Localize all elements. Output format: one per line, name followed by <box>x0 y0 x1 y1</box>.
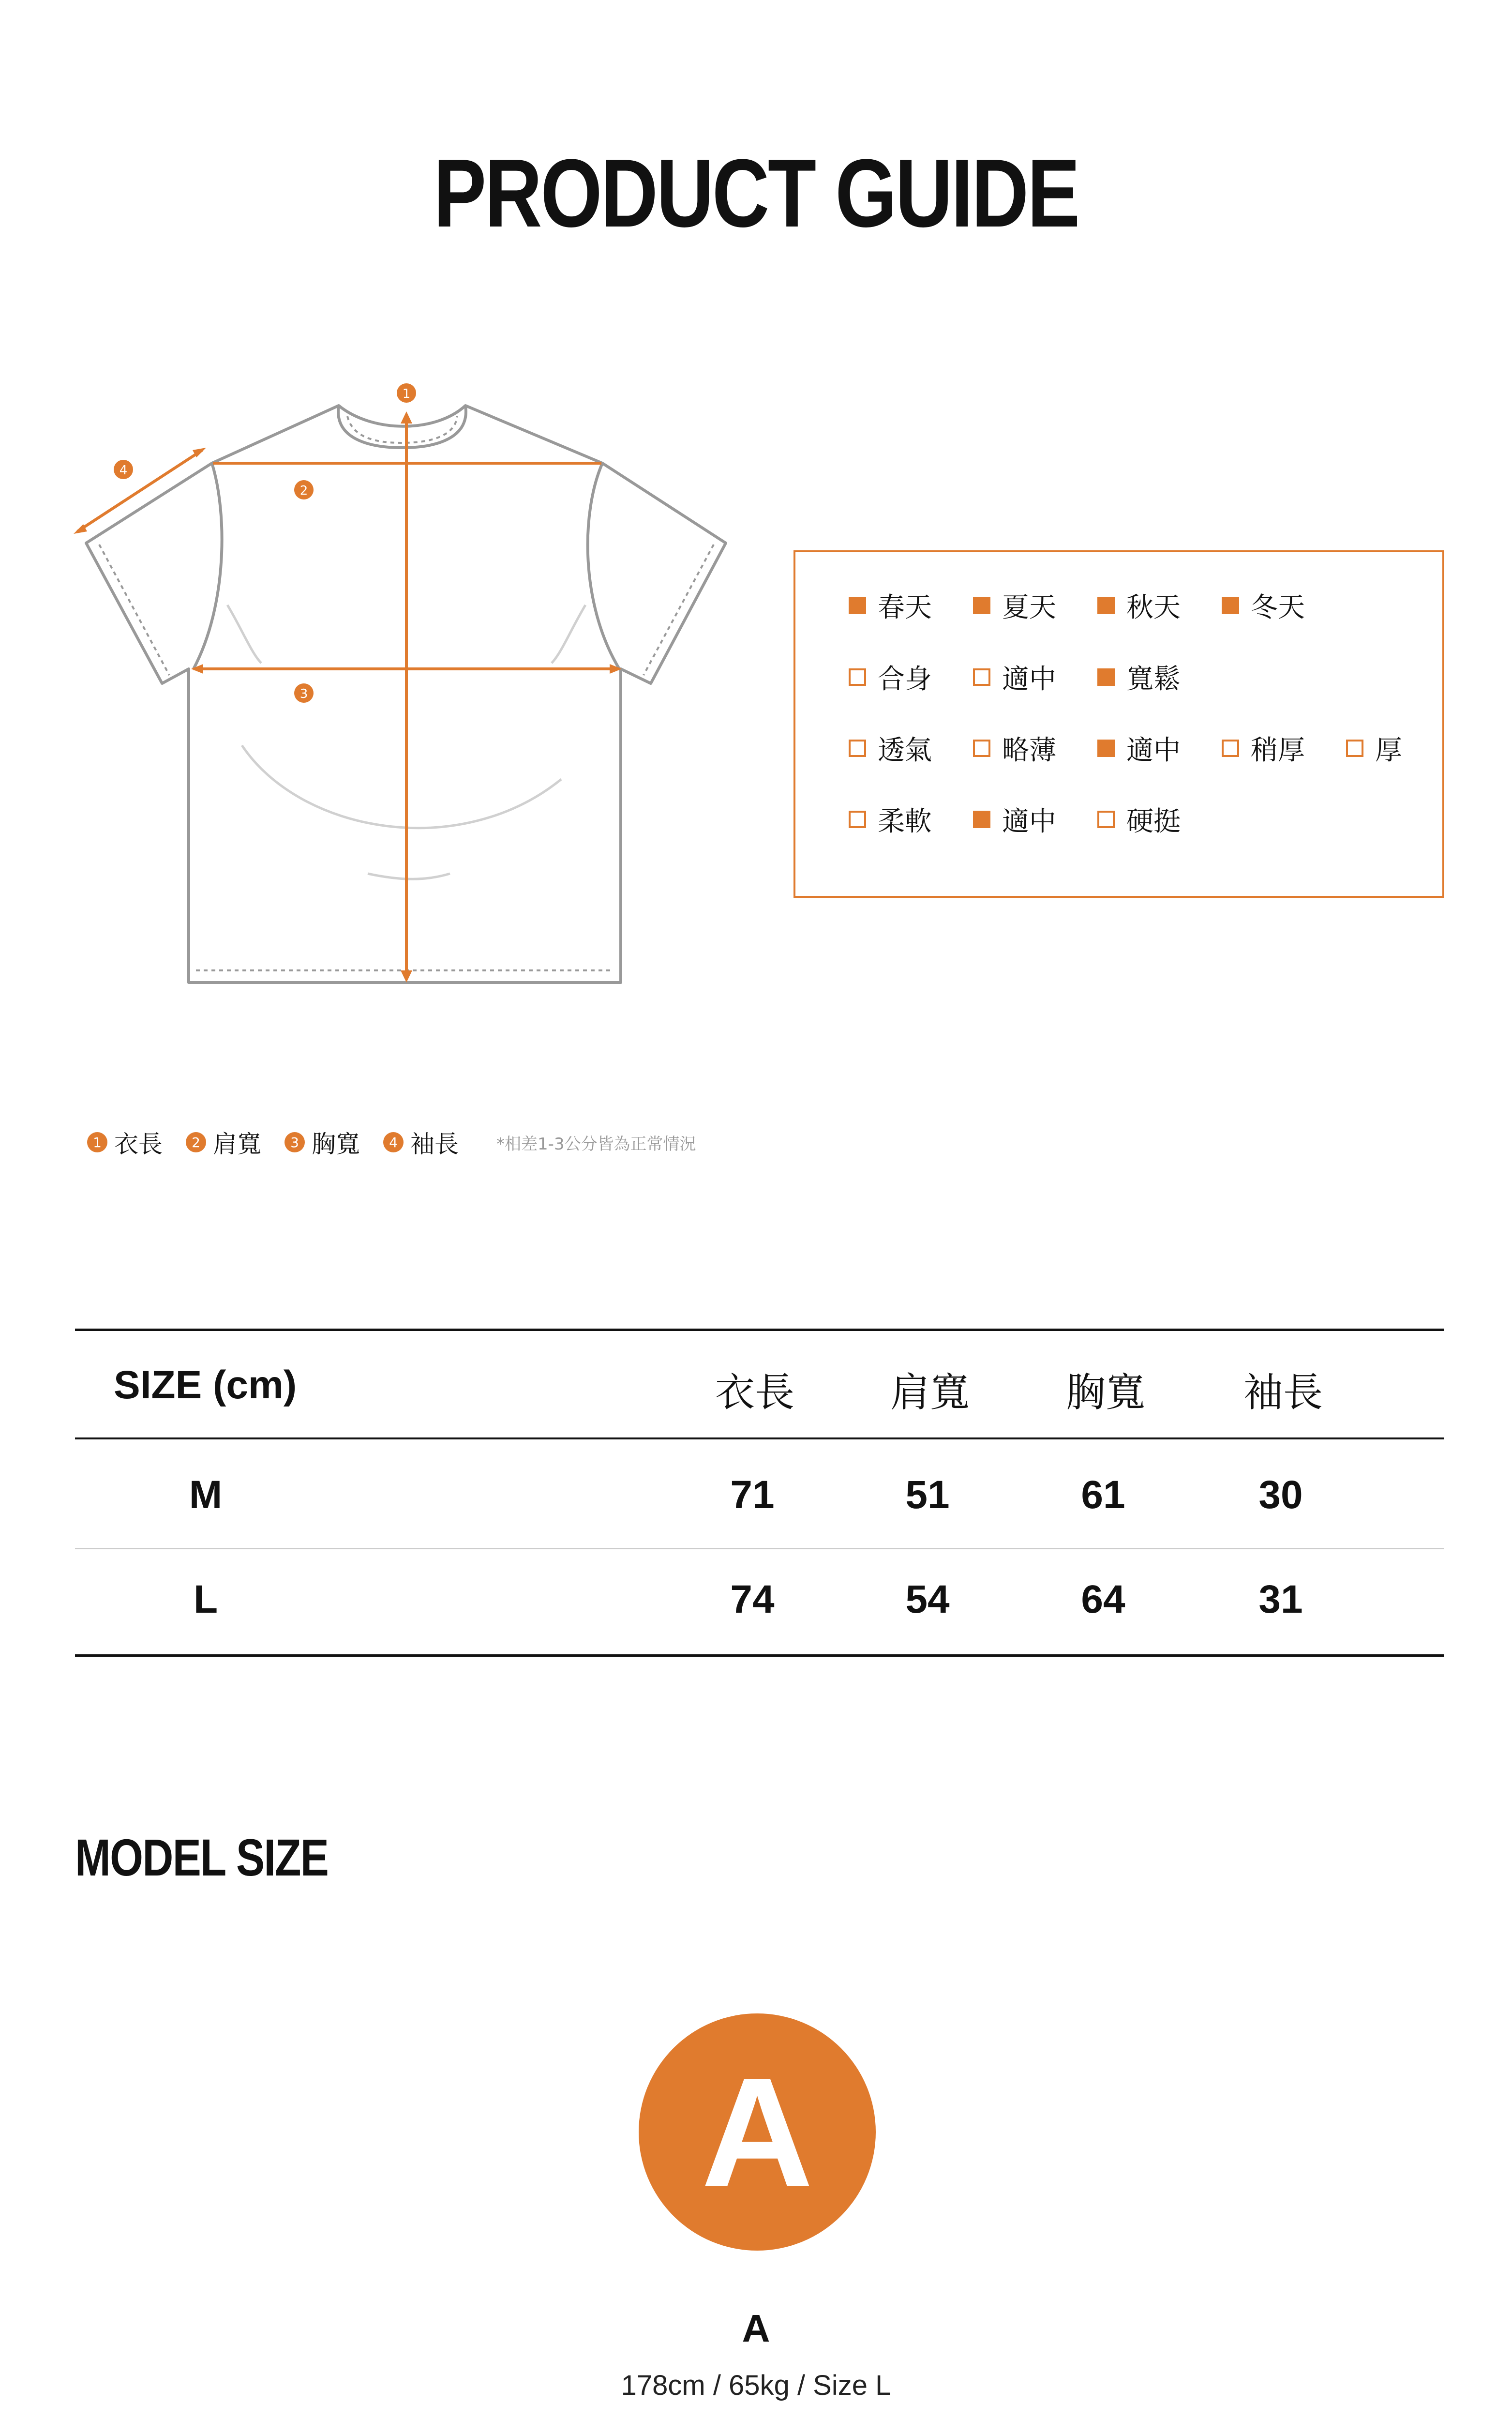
checkbox-icon <box>1097 740 1115 757</box>
legend-item <box>284 1125 360 1160</box>
legend-item <box>87 1125 163 1160</box>
header-shoulder: 肩寬 <box>890 1370 970 1416</box>
table-row-divider <box>75 1548 1444 1549</box>
attr-row-fit <box>849 658 1222 696</box>
checkbox-icon <box>1346 740 1363 757</box>
header-sleeve: 袖長 <box>1243 1370 1323 1416</box>
legend-label: 胸寬 <box>312 1130 360 1158</box>
attr-row-season <box>849 586 1346 625</box>
row-size: L <box>193 1577 218 1621</box>
attr-item <box>973 658 1097 696</box>
header-length: 衣長 <box>715 1370 794 1416</box>
legend-number-icon: 1 <box>87 1132 107 1152</box>
table-bottom-rule <box>75 1654 1444 1657</box>
legend-number-icon: 2 <box>186 1132 206 1152</box>
row-size: M <box>189 1473 223 1517</box>
attr-label: 合身 <box>878 664 932 695</box>
table-header-rule <box>75 1437 1444 1439</box>
model-info: 178cm / 65kg / Size L <box>621 2370 891 2401</box>
attr-item <box>1097 729 1222 768</box>
header-chest: 胸寬 <box>1065 1370 1145 1416</box>
row-chest: 61 <box>1081 1473 1125 1517</box>
attr-item <box>1222 586 1346 625</box>
attr-label: 稍厚 <box>1251 735 1305 766</box>
model-size-title: MODEL SIZE <box>75 1828 329 1887</box>
attr-label: 夏天 <box>1002 592 1056 623</box>
attr-item <box>1097 658 1222 696</box>
attr-label: 柔軟 <box>878 806 932 837</box>
row-length: 71 <box>730 1473 775 1517</box>
fabric-attributes-box <box>793 550 1444 898</box>
attr-label: 冬天 <box>1251 592 1305 623</box>
checkbox-icon <box>849 740 866 757</box>
attr-item <box>849 729 973 768</box>
legend-number-icon: 4 <box>383 1132 404 1152</box>
table-top-rule <box>75 1329 1444 1331</box>
legend-label: 衣長 <box>114 1130 163 1158</box>
attr-item <box>849 800 973 839</box>
attr-label: 透氣 <box>878 735 932 766</box>
row-shoulder: 51 <box>905 1473 950 1517</box>
checkbox-icon <box>1222 740 1239 757</box>
legend-number-icon: 3 <box>284 1132 305 1152</box>
checkbox-icon <box>1097 811 1115 828</box>
legend-item <box>186 1125 261 1160</box>
marker-2-label: 2 <box>299 484 308 498</box>
attr-item <box>973 729 1097 768</box>
checkbox-icon <box>1222 597 1239 614</box>
legend-item <box>383 1125 459 1160</box>
row-sleeve: 30 <box>1258 1473 1303 1517</box>
attr-label: 厚 <box>1375 735 1402 766</box>
legend-note: *相差1-3公分皆為正常情況 <box>496 1134 696 1154</box>
legend-label: 肩寬 <box>213 1130 261 1158</box>
checkbox-icon <box>1097 597 1115 614</box>
attr-label: 春天 <box>878 592 932 623</box>
attr-item <box>1097 800 1222 839</box>
attr-label: 適中 <box>1002 806 1056 837</box>
checkbox-icon <box>973 597 990 614</box>
checkbox-icon <box>973 740 990 757</box>
row-chest: 64 <box>1081 1577 1125 1621</box>
attr-item <box>849 658 973 696</box>
attr-row-thickness <box>849 729 1404 768</box>
attr-row-texture <box>849 800 1222 839</box>
checkbox-icon <box>973 811 990 828</box>
row-length: 74 <box>730 1577 775 1621</box>
checkbox-icon <box>849 668 866 686</box>
marker-4-label: 4 <box>119 463 128 478</box>
header-size: SIZE (cm) <box>114 1363 297 1407</box>
attr-label: 適中 <box>1126 735 1181 766</box>
page-title: PRODUCT GUIDE <box>433 139 1079 247</box>
attr-label: 硬挺 <box>1126 806 1181 837</box>
attr-item <box>973 586 1097 625</box>
measurement-legend <box>87 1128 696 1157</box>
marker-3-label: 3 <box>299 687 308 701</box>
attr-label: 適中 <box>1002 664 1056 695</box>
row-sleeve: 31 <box>1258 1577 1303 1621</box>
checkbox-icon <box>849 597 866 614</box>
attr-item <box>1346 729 1404 768</box>
checkbox-icon <box>973 668 990 686</box>
checkbox-icon <box>849 811 866 828</box>
marker-1-label: 1 <box>402 387 411 401</box>
tshirt-measurement-diagram <box>0 353 755 1002</box>
model-name: A <box>742 2307 770 2350</box>
attr-item <box>973 800 1097 839</box>
attr-label: 寬鬆 <box>1126 664 1181 695</box>
attr-label: 略薄 <box>1002 735 1056 766</box>
model-badge: A <box>639 2013 876 2251</box>
attr-item <box>1097 586 1222 625</box>
row-shoulder: 54 <box>905 1577 950 1621</box>
legend-label: 袖長 <box>410 1130 459 1158</box>
attr-label: 秋天 <box>1126 592 1181 623</box>
attr-item <box>1222 729 1346 768</box>
attr-item <box>849 586 973 625</box>
checkbox-icon <box>1097 668 1115 686</box>
